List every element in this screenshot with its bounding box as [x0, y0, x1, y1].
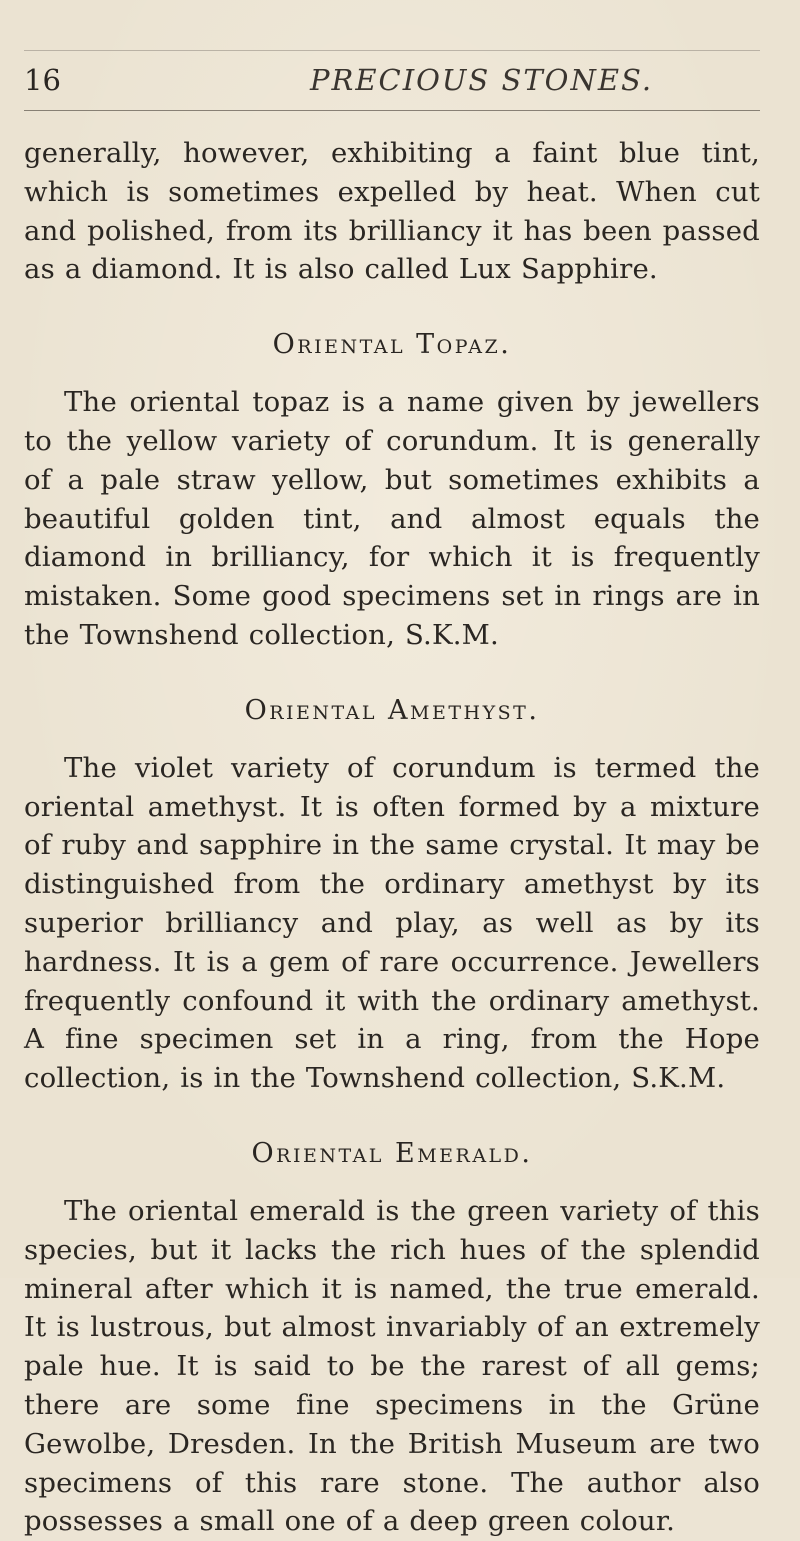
section-heading-oriental-amethyst: Oriental Amethyst.	[244, 694, 540, 726]
section-heading-oriental-emerald: Oriental Emerald.	[251, 1137, 533, 1169]
header-bottom-rule	[24, 110, 760, 111]
page-body	[24, 134, 760, 1541]
page-header	[24, 40, 760, 110]
section-paragraph-oriental-amethyst: The violet variety of corundum is termed the oriental amethyst. It is often formed by a mixture of ruby and sapphire in the same crystal. It may be distinguished from the ordinary amethyst by its superior brilliancy and play, as well as by its hardness. It is a gem of rare occurrence. Jewellers frequently confound it with the ordinary amethyst. A fine specimen set in a ring, from the Hope collection, is in the Townshend collection, S.K.M.	[24, 751, 760, 1095]
running-title: PRECIOUS STONES.	[310, 63, 654, 97]
section-paragraph-oriental-topaz: The oriental topaz is a name given by jewellers to the yellow variety of corundum. It is generally of a pale straw yellow, but sometimes exhibits a beautiful golden tint, and almost equals the diamond in brilliancy, for which it is frequently mistaken. Some good specimens set in rings are in the Townshend collection, S.K.M.	[24, 386, 760, 651]
header-top-rule	[24, 50, 760, 51]
section-heading-oriental-topaz: Oriental Topaz.	[272, 329, 512, 361]
page-number: 16	[24, 63, 61, 97]
intro-paragraph: generally, however, exhibiting a faint blue tint, which is sometimes expelled by heat. When cut and polished, from its brilliancy it has been passed as a diamond. It is also called Lux Sapphire.	[24, 137, 760, 286]
section-paragraph-oriental-emerald: The oriental emerald is the green variety of this species, but it lacks the rich hues of the splendid mineral after which it is named, the true emerald. It is lustrous, but almost invariably of an extremely pale hue. It is said to be the rarest of all gems; there are some fine specimens in the Grüne Gewolbe, Dresden. In the British Museum are two specimens of this rare stone. The author also possesses a small one of a deep green colour.	[24, 1194, 760, 1538]
